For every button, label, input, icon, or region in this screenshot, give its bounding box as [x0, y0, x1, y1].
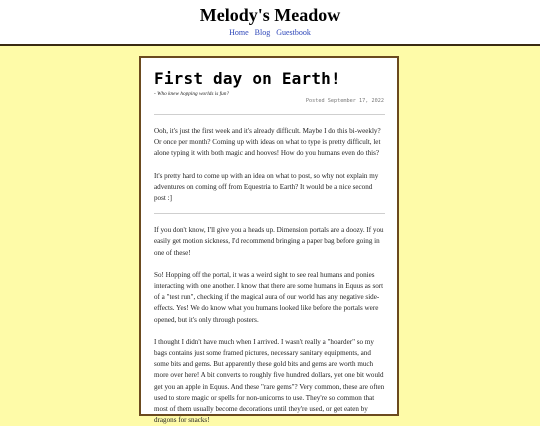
- post-date: Posted September 17, 2022: [305, 98, 384, 104]
- post-paragraph: If you don't know, I'll give you a heads up. Dimension portals are a doozy. If you easily get motion sickness, I'd recommend bringing a paper bag before going in one of these!: [154, 226, 384, 257]
- post-paragraph: It's pretty hard to come up with an idea on what to post, so why not explain my adventures on coming off from Equestria to Earth? It would be a nice second post :]: [154, 171, 379, 203]
- post-paragraph: So! Hopping off the portal, it was a weird sight to see real humans and ponies interacting with one another. I know that there are some humans in Equus as sort of a "test run", checking if the magical aura of our world has any negative side-effects. Yes! We do know what you humans looked like before the portals were opened, but it's only through posters.: [154, 270, 384, 324]
- post-paragraph: I thought I didn't have much when I arrived. I wasn't really a "hoarder" so my bags contains just some framed pictures, necessary sanitary equipments, and some bits and gems. But apparently these gold bits and gems are worth much more over here! A bit converts to roughly five hundred dollars, yet one bit would get you an apple in Equus. And these "rare gems"? Very common, these are often used to store magic or spells for non-unicorns to use. They're so common that most of them usually become decorations until they're used, or get eaten by dragons for snacks!: [154, 337, 385, 425]
- post-divider: [154, 114, 385, 115]
- blog-post: [139, 56, 399, 425]
- main-nav: [0, 28, 540, 37]
- nav-blog-link[interactable]: Blog: [254, 28, 271, 37]
- site-title: Melody's Meadow: [199, 5, 341, 25]
- post-paragraph: Ooh, it's just the first week and it's already difficult. Maybe I do this bi-weekly? Or once per month? Coming up with ideas on what to type is pretty difficult, let alone typing it with both magic and hooves! How do you humans even do this?: [154, 127, 381, 158]
- post-title: First day on Earth!: [154, 69, 341, 88]
- nav-home-link[interactable]: Home: [229, 28, 249, 37]
- nav-guestbook-link[interactable]: Guestbook: [276, 28, 311, 37]
- post-divider: [154, 213, 385, 214]
- post-subtitle: - Who knew hopping worlds is fun?: [154, 91, 230, 97]
- site-header: [0, 0, 540, 46]
